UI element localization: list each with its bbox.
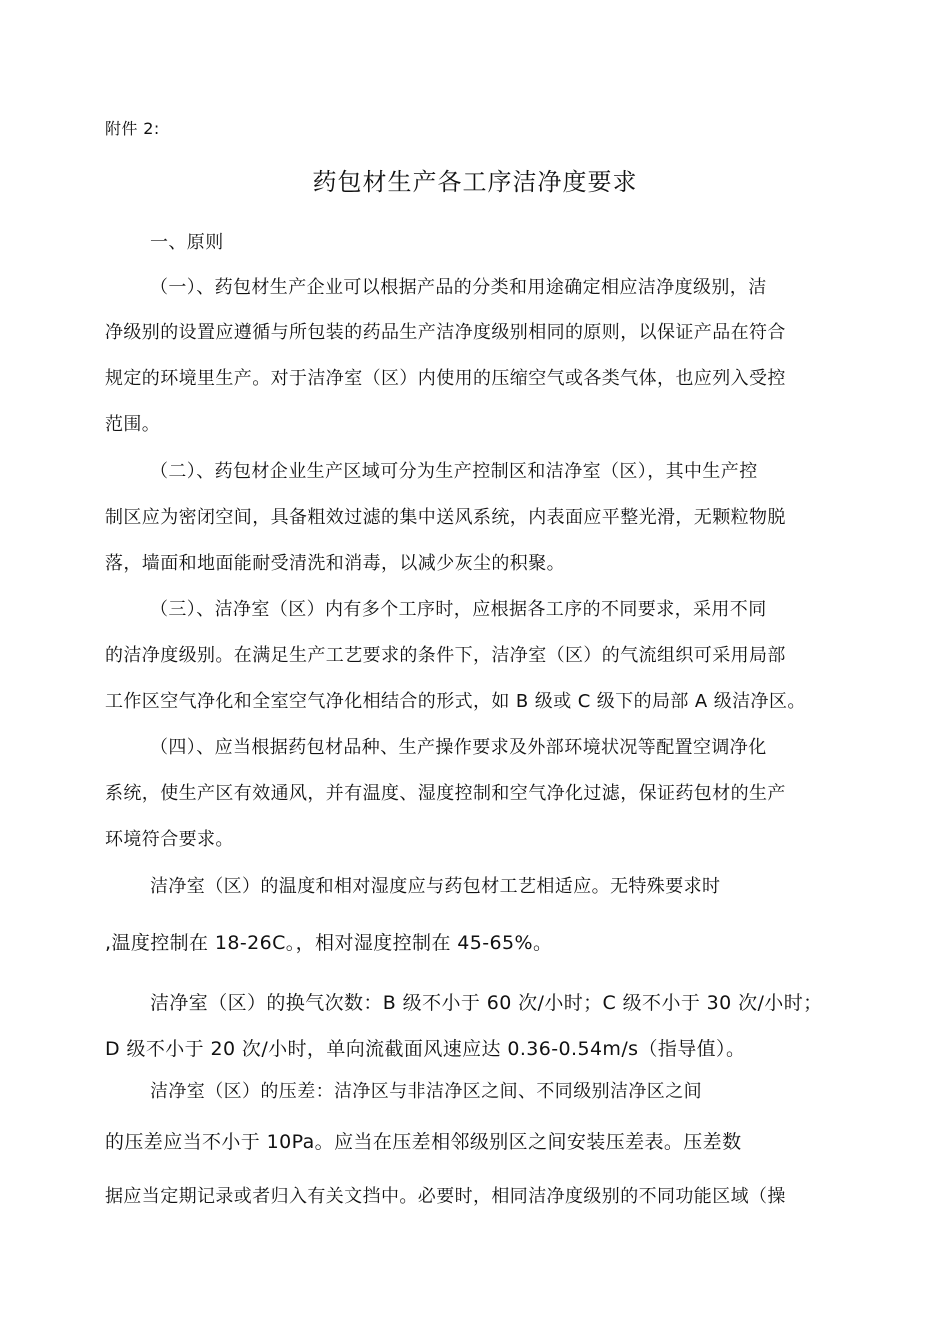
paragraph-line: 制区应为密闭空间，具备粗效过滤的集中送风系统，内表面应平整光滑，无颗粒物脱: [105, 507, 786, 528]
paragraph-line: 洁净室（区）的压差：洁净区与非洁净区之间、不同级别洁净区之间: [150, 1081, 702, 1102]
paragraph-line: 据应当定期记录或者归入有关文挡中。必要时，相同洁净度级别的不同功能区域（操: [105, 1186, 786, 1207]
paragraph-line: （二）、药包材企业生产区域可分为生产控制区和洁净室（区），其中生产控: [150, 461, 758, 482]
paragraph-line: ,温度控制在 18-26C。，相对湿度控制在 45-65%。: [105, 932, 553, 954]
paragraph-line: 落，墙面和地面能耐受清洗和消毒，以减少灰尘的积聚。: [105, 553, 565, 574]
paragraph-line: 洁净室（区）的换气次数：B 级不小于 60 次/小时；C 级不小于 30 次/小时；: [150, 992, 823, 1014]
paragraph-line: 规定的环境里生产。对于洁净室（区）内使用的压缩空气或各类气体，也应列入受控: [105, 368, 786, 389]
paragraph-line: 净级别的设置应遵循与所包装的药品生产洁净度级别相同的原则，以保证产品在符合: [105, 322, 786, 343]
paragraph-line: 范围。: [105, 414, 161, 435]
paragraph-line: 的洁净度级别。在满足生产工艺要求的条件下，洁净室（区）的气流组织可采用局部: [105, 645, 786, 666]
paragraph-line: （四）、应当根据药包材品种、生产操作要求及外部环境状况等配置空调净化: [150, 737, 767, 758]
page-title: 药包材生产各工序洁净度要求: [312, 168, 638, 196]
paragraph-line: （一）、药包材生产企业可以根据产品的分类和用途确定相应洁净度级别，洁: [150, 277, 767, 298]
paragraph-line: 工作区空气净化和全室空气净化相结合的形式，如 B 级或 C 级下的局部 A 级洁净区。: [105, 691, 806, 712]
paragraph-line: 的压差应当不小于 10Pa。应当在压差相邻级别区之间安装压差表。压差数: [105, 1131, 742, 1153]
paragraph-line: 洁净室（区）的温度和相对湿度应与药包材工艺相适应。无特殊要求时: [150, 876, 721, 897]
section-heading: 一、原则: [150, 232, 224, 253]
paragraph-line: D 级不小于 20 次/小时，单向流截面风速应达 0.36-0.54m/s（指导值）。: [105, 1038, 746, 1060]
attachment-label: 附件 2:: [105, 119, 160, 138]
paragraph-line: （三）、洁净室（区）内有多个工序时，应根据各工序的不同要求，采用不同: [150, 599, 767, 620]
paragraph-line: 环境符合要求。: [105, 829, 234, 850]
paragraph-line: 系统，使生产区有效通风，并有温度、湿度控制和空气净化过滤，保证药包材的生产: [105, 783, 786, 804]
